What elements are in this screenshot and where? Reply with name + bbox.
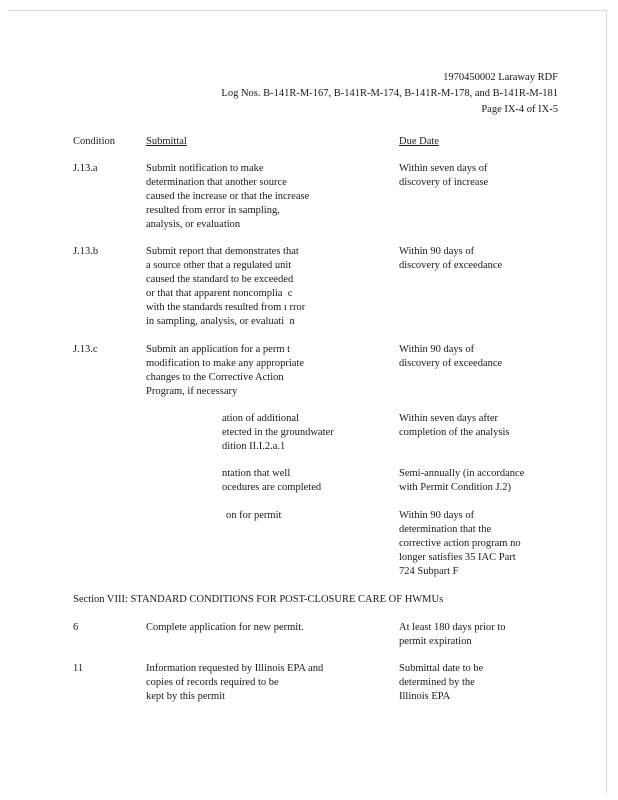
header-log-numbers: Log Nos. B-141R-M-167, B-141R-M-174, B-141R-M-178, and B-141R-M-181 — [221, 88, 558, 99]
row-condition: J.13.c — [73, 344, 98, 355]
row-condition: 11 — [73, 663, 84, 674]
due-line: discovery of exceedance — [399, 358, 503, 369]
section-heading: Section VIII: STANDARD CONDITIONS FOR POST-CLOSURE CARE OF HWMUs — [73, 594, 444, 605]
due-line: discovery of increase — [399, 177, 489, 188]
due-line: 724 Subpart F — [399, 566, 459, 577]
submittal-line: etected in the groundwater — [222, 427, 334, 438]
submittal-line: Submit report that demonstrates that — [146, 246, 299, 257]
column-header-due-date: Due Date — [399, 136, 439, 147]
row-condition: 6 — [73, 622, 79, 633]
submittal-line: in sampling, analysis, or evaluati n — [146, 316, 295, 327]
row-submittal — [146, 245, 356, 329]
submittal-line: copies of records required to be — [146, 677, 279, 688]
submittal-line: dition II.I.2.a.1 — [222, 441, 286, 452]
due-line: corrective action program no — [399, 538, 521, 549]
due-line: permit expiration — [399, 636, 472, 647]
due-line: discovery of exceedance — [399, 260, 503, 271]
due-line: determination that the — [399, 524, 492, 535]
submittal-line: Complete application for new permit. — [146, 622, 304, 633]
row-due-date — [399, 343, 559, 371]
header-permit-id: 1970450002 Laraway RDF — [443, 72, 558, 83]
due-line: completion of the analysis — [399, 427, 510, 438]
header-page-number: Page IX-4 of IX-5 — [481, 104, 558, 115]
column-header-submittal: Submittal — [146, 136, 187, 147]
submittal-line: on for permit — [226, 510, 282, 521]
row-submittal — [146, 162, 356, 232]
submittal-line: resulted from error in sampling, — [146, 205, 280, 216]
row-due-date — [399, 245, 559, 273]
submittal-line: determination that another source — [146, 177, 287, 188]
submittal-line: Program, if necessary — [146, 386, 238, 397]
submittal-line: Information requested by Illinois EPA and — [146, 663, 324, 674]
due-line: Within seven days of — [399, 163, 488, 174]
column-header-condition: Condition — [73, 136, 116, 147]
submittal-line: or that that apparent noncomplia c — [146, 288, 293, 299]
submittal-line: ation of additional — [222, 413, 299, 424]
submittal-line: changes to the Corrective Action — [146, 372, 284, 383]
due-line: Within seven days after — [399, 413, 499, 424]
row-due-date — [399, 467, 559, 495]
row-due-date — [399, 662, 559, 704]
due-line: Within 90 days of — [399, 510, 475, 521]
due-line: Within 90 days of — [399, 246, 475, 257]
row-condition: J.13.a — [73, 163, 98, 174]
due-line: Within 90 days of — [399, 344, 475, 355]
due-line: with Permit Condition J.2) — [399, 482, 512, 493]
row-due-date — [399, 509, 559, 579]
row-submittal — [146, 662, 356, 704]
row-submittal — [146, 343, 356, 399]
due-line: At least 180 days prior to — [399, 622, 506, 633]
submittal-line: kept by this permit — [146, 691, 226, 702]
due-line: Semi-annually (in accordance — [399, 468, 525, 479]
submittal-line: with the standards resulted from ı rror — [146, 302, 306, 313]
row-due-date — [399, 162, 559, 190]
submittal-line: Submit notification to make — [146, 163, 264, 174]
submittal-line: caused the standard to be exceeded — [146, 274, 294, 285]
row-submittal — [146, 621, 356, 635]
submittal-line: Submit an application for a perm t — [146, 344, 291, 355]
row-due-date — [399, 621, 559, 649]
submittal-line: modification to make any appropriate — [146, 358, 305, 369]
submittal-line: caused the increase or that the increase — [146, 191, 310, 202]
due-line: Illinois EPA — [399, 691, 451, 702]
submittal-line: ocedures are completed — [222, 482, 322, 493]
row-due-date — [399, 412, 559, 440]
submittal-line: a source other that a regulated unit — [146, 260, 292, 271]
due-line: determined by the — [399, 677, 475, 688]
row-condition: J.13.b — [73, 246, 99, 257]
submittal-line: ntation that well — [222, 468, 291, 479]
submittal-line: analysis, or evaluation — [146, 219, 241, 230]
due-line: longer satisfies 35 IAC Part — [399, 552, 516, 563]
due-line: Submittal date to be — [399, 663, 484, 674]
